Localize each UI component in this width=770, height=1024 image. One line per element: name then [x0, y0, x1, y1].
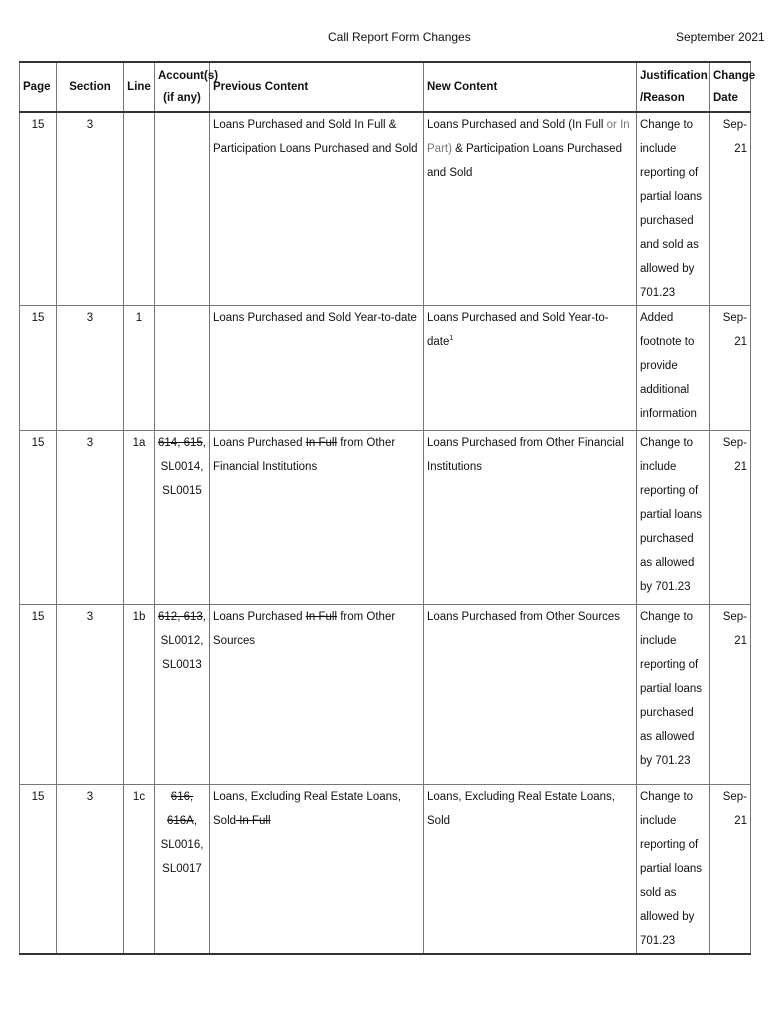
justification-header-line2: /Reason — [640, 92, 685, 104]
cell-section: 3 — [57, 431, 124, 605]
cell-page: 15 — [20, 431, 57, 605]
cell-new — [424, 306, 637, 431]
cell-previous — [210, 605, 424, 785]
cell-change-date: Sep-21 — [710, 306, 751, 431]
removed-accounts: 612, 613 — [158, 611, 203, 623]
cell-previous — [210, 785, 424, 955]
document-date: September 2021 — [676, 30, 765, 44]
removed-accounts: 614, 615 — [158, 437, 203, 449]
cell-accounts — [155, 431, 210, 605]
cell-accounts — [155, 605, 210, 785]
change-header-line1: Change — [713, 70, 756, 82]
prev-text-tail: from Other Sources — [213, 611, 396, 647]
document-title: Call Report Form Changes — [328, 30, 471, 44]
removed-text: In Full — [305, 437, 338, 449]
cell-justification: Change to include reporting of partial loans purchased as allowed by 701.23 — [637, 431, 710, 605]
cell-justification: Change to include reporting of partial loans sold as allowed by 701.23 — [637, 785, 710, 955]
account-code: SL0015 — [162, 485, 202, 497]
removed-text: In Full — [236, 815, 271, 827]
removed-text: In Full — [305, 611, 338, 623]
cell-line — [124, 112, 155, 306]
col-accounts-header — [155, 62, 219, 112]
cell-section: 3 — [57, 306, 124, 431]
cell-page: 15 — [20, 605, 57, 785]
change-header-line2: Date — [713, 92, 738, 104]
cell-page: 15 — [20, 785, 57, 955]
prev-text: Loans Purchased — [213, 611, 306, 623]
cell-change-date: Sep-21 — [710, 785, 751, 955]
cell-page: 15 — [20, 112, 57, 306]
accounts-comma: , — [193, 815, 198, 827]
prev-text: Loans, Excluding Real Estate Loans, Sold — [213, 791, 401, 827]
cell-section: 3 — [57, 785, 124, 955]
cell-page: 15 — [20, 306, 57, 431]
prev-text: Loans Purchased — [213, 437, 306, 449]
cell-section: 3 — [57, 112, 124, 306]
account-code: SL0016, — [160, 839, 204, 851]
cell-line: 1c — [124, 785, 155, 955]
accounts-header-line2: (if any) — [163, 92, 201, 104]
header-row — [20, 62, 751, 112]
col-page-header: Page — [20, 62, 57, 112]
cell-line: 1b — [124, 605, 155, 785]
table-row — [20, 431, 751, 605]
removed-accounts: 616, 616A — [166, 791, 194, 827]
cell-new: Loans Purchased from Other Sources — [424, 605, 637, 785]
cell-justification: Change to include reporting of partial loans purchased as allowed by 701.23 — [637, 605, 710, 785]
table-row — [20, 112, 751, 306]
new-text-tail: & Participation Loans Purchased and Sold — [427, 143, 622, 179]
accounts-comma: , — [202, 437, 206, 449]
col-change-date-header — [710, 62, 756, 112]
cell-change-date: Sep-21 — [710, 605, 751, 785]
footnote-marker: 1 — [449, 335, 454, 343]
cell-previous: Loans Purchased and Sold Year-to-date — [210, 306, 424, 431]
cell-accounts — [155, 306, 210, 431]
cell-change-date: Sep-21 — [710, 112, 751, 306]
cell-new — [424, 112, 637, 306]
cell-justification: Added footnote to provide additional information — [637, 306, 710, 431]
col-section-header: Section — [57, 62, 124, 112]
col-line-header: Line — [124, 62, 155, 112]
account-code: SL0013 — [162, 659, 202, 671]
accounts-comma: , — [202, 611, 206, 623]
cell-change-date: Sep-21 — [710, 431, 751, 605]
col-new-header: New Content — [424, 62, 637, 112]
cell-previous — [210, 431, 424, 605]
account-code: SL0017 — [162, 863, 202, 875]
account-code: SL0014, — [160, 461, 204, 473]
account-code: SL0012, — [160, 635, 204, 647]
cell-line: 1a — [124, 431, 155, 605]
cell-new: Loans Purchased from Other Financial Institutions — [424, 431, 637, 605]
cell-accounts — [155, 785, 210, 955]
col-justification-header — [637, 62, 710, 112]
cell-accounts — [155, 112, 210, 306]
justification-header-line1: Justification — [640, 70, 708, 82]
cell-line: 1 — [124, 306, 155, 431]
changes-table — [19, 61, 756, 955]
cell-justification: Change to include reporting of partial loans purchased and sold as allowed by 701.23 — [637, 112, 710, 306]
table-row — [20, 306, 751, 431]
accounts-header-line1: Account(s) — [158, 70, 219, 82]
new-text: Loans Purchased and Sold Year-to-date — [427, 312, 609, 348]
prev-text-tail: from Other Financial Institutions — [213, 437, 396, 473]
table-row — [20, 605, 751, 785]
cell-previous: Loans Purchased and Sold In Full & Participation Loans Purchased and Sold — [210, 112, 424, 306]
new-added-text: or In Part) — [427, 119, 630, 155]
new-text: Loans Purchased and Sold (In Full — [427, 119, 604, 131]
cell-new: Loans, Excluding Real Estate Loans, Sold — [424, 785, 637, 955]
cell-section: 3 — [57, 605, 124, 785]
table-row — [20, 785, 751, 955]
col-previous-header: Previous Content — [210, 62, 424, 112]
